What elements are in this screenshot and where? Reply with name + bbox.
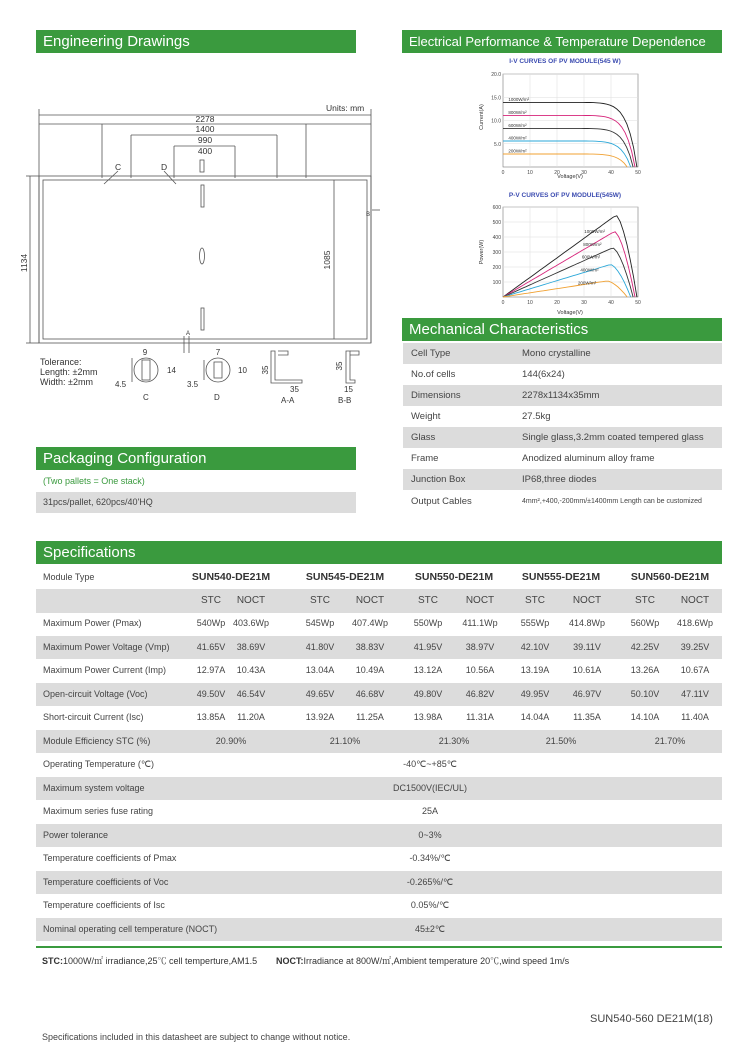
- pv-y-tick: 200: [492, 265, 501, 271]
- model-name: SUN540-DE21M: [191, 571, 271, 583]
- tolerance-length: Length: ±2mm: [40, 367, 98, 377]
- row-label: Operating Temperature (℃): [43, 759, 154, 769]
- footnote-noct: NOCT:Irradiance at 800W/㎡,Ambient temperature 20℃,wind speed 1m/s: [276, 956, 570, 966]
- noct-header: NOCT: [680, 595, 710, 606]
- iv-y-tick: 5.0: [494, 141, 501, 148]
- dim-400: 400: [197, 146, 213, 156]
- detail-bb-height: 35: [335, 361, 344, 371]
- dim-990: 990: [197, 135, 213, 145]
- mech-row-weight: Weight 27.5kg: [411, 411, 551, 422]
- spec-value: 13.98A: [413, 712, 443, 722]
- spec-row-single: [36, 824, 722, 848]
- stc-noct-header-row: [36, 589, 722, 613]
- spec-value: 25A: [421, 806, 438, 816]
- pv-x-label: Voltage(V): [557, 310, 583, 316]
- spec-value: 46.97V: [572, 688, 602, 699]
- mech-row-no-of-cells: No.of cells 144(6x24): [411, 369, 565, 380]
- spec-value: 49.50V: [196, 688, 226, 699]
- noct-header: NOCT: [465, 595, 495, 606]
- tolerance-block: [40, 357, 97, 387]
- spec-value: -0.265%/℃: [406, 876, 454, 887]
- mech-row-junction-box: Junction Box IP68,three diodes: [403, 469, 722, 490]
- spec-value: 11.20A: [237, 712, 265, 722]
- spec-value: 13.04A: [305, 665, 335, 675]
- marker-b: B: [366, 212, 371, 218]
- spec-value: 414.8Wp: [568, 618, 606, 628]
- noct-header: NOCT: [572, 595, 602, 606]
- model-name: SUN555-DE21M: [521, 571, 601, 583]
- spec-value: 13.19A: [520, 665, 550, 675]
- spec-row-single: [36, 871, 722, 895]
- row-label: Maximum system voltage: [43, 782, 145, 793]
- row-label: Power tolerance: [43, 829, 109, 840]
- spec-value: 14.10A: [630, 712, 660, 722]
- spec-value: 407.4Wp: [351, 618, 389, 628]
- spec-value: 47.11V: [681, 688, 709, 699]
- row-label: Temperature coefficients of Voc: [43, 876, 169, 887]
- spec-value: -0.34%/℃: [409, 853, 451, 863]
- spec-value: 10.49A: [355, 665, 385, 675]
- spec-value: 545Wp: [305, 618, 335, 628]
- packaging-configuration-header: Packaging Configuration: [36, 447, 356, 470]
- row-label: Maximum Power Voltage (Vmp): [43, 641, 170, 652]
- spec-row-paired: [36, 636, 722, 660]
- row-label: Module Type: [43, 572, 95, 582]
- spec-value: 39.25V: [680, 641, 710, 652]
- module-type-row: [36, 566, 722, 590]
- specs-bottom-rule: [36, 946, 722, 948]
- spec-value: 11.40A: [681, 712, 709, 722]
- spec-row-single: [36, 918, 722, 942]
- pv-y-tick: 300: [492, 250, 501, 256]
- iv-x-tick: 20: [554, 170, 560, 176]
- detail-d-height: 10: [238, 366, 247, 375]
- spec-value: DC1500V(IEC/UL): [392, 782, 468, 793]
- row-label: Open-circuit Voltage (Voc): [43, 688, 148, 699]
- iv-series-label: 800W/m²: [508, 109, 527, 115]
- dim-1134: 1134: [19, 253, 29, 273]
- pv-series-label: 800W/m²: [583, 241, 602, 247]
- pv-y-tick: 600: [492, 205, 501, 211]
- stc-header: STC: [635, 595, 655, 606]
- detail-d-width: 7: [215, 348, 221, 357]
- pv-x-tick: 0: [501, 300, 505, 306]
- spec-row-paired: [36, 683, 722, 707]
- iv-y-tick: 15.0: [491, 95, 501, 102]
- pv-y-label: Power(W): [479, 239, 485, 265]
- spec-value: -40℃~+85℃: [403, 759, 457, 769]
- disclaimer: Specifications included in this datasheet are subject to change without notice.: [42, 1032, 351, 1042]
- pv-series-label: 1000W/m²: [584, 229, 606, 235]
- mech-row-cell-type: Cell Type Mono crystalline: [403, 343, 722, 364]
- mech-row-output-cables: Output Cables 4mm²,+400,-200mm/±1400mm Length can be customized: [411, 496, 702, 507]
- iv-x-tick: 10: [527, 170, 533, 176]
- pv-x-tick: 30: [581, 300, 587, 306]
- pv-y-tick: 400: [492, 235, 501, 241]
- spec-value: 42.10V: [520, 641, 550, 652]
- engineering-drawings-header: Engineering Drawings: [36, 30, 356, 53]
- spec-value: 411.1Wp: [462, 618, 498, 628]
- spec-row-single: [36, 777, 722, 801]
- tolerance-title: Tolerance:: [40, 357, 82, 367]
- detail-d-label: D: [214, 393, 220, 402]
- spec-value: 49.95V: [520, 688, 550, 699]
- spec-value: 10.43A: [236, 665, 266, 675]
- pv-series-label: 200W/m²: [577, 280, 597, 286]
- spec-value: 45±2℃: [414, 923, 446, 934]
- spec-value: 0.05%/℃: [410, 900, 450, 910]
- model-name: SUN550-DE21M: [414, 571, 494, 583]
- iv-x-tick: 30: [581, 170, 587, 176]
- spec-value: 418.6Wp: [676, 618, 714, 628]
- spec-value: 13.92A: [305, 712, 335, 722]
- row-label: Maximum Power (Pmax): [43, 618, 142, 628]
- iv-x-tick: 40: [608, 170, 614, 176]
- spec-row-paired: [36, 659, 722, 683]
- iv-series-line: [503, 154, 627, 167]
- spec-value: 403.6Wp: [232, 618, 270, 628]
- spec-value: 21.30%: [438, 735, 470, 746]
- row-label: Nominal operating cell temperature (NOCT): [43, 923, 218, 934]
- spec-value: 46.82V: [465, 688, 495, 699]
- spec-value: 39.11V: [573, 641, 601, 652]
- spec-row-single: [36, 800, 722, 824]
- packaging-detail: 31pcs/pallet, 620pcs/40'HQ: [36, 492, 356, 513]
- row-label: Temperature coefficients of Pmax: [43, 853, 177, 863]
- iv-y-label: Current(A): [479, 104, 485, 130]
- row-label: Maximum Power Current (Imp): [43, 665, 167, 675]
- spec-value: 21.50%: [545, 735, 577, 746]
- mech-row-frame: Frame Anodized aluminum alloy frame: [411, 453, 655, 464]
- mechanical-characteristics-header: Mechanical Characteristics: [402, 318, 722, 341]
- spec-value: 560Wp: [630, 618, 660, 628]
- spec-value: 42.25V: [630, 641, 660, 652]
- footnote-stc: STC:1000W/㎡ irradiance,25℃ cell temperture,AM1.5: [42, 956, 258, 966]
- spec-row-paired: [36, 706, 722, 730]
- iv-x-label: Voltage(V): [557, 174, 583, 180]
- iv-y-tick: 20.0: [491, 72, 501, 78]
- spec-value: 11.35A: [573, 712, 601, 722]
- iv-series-label: 600W/m²: [508, 122, 527, 128]
- spec-value: 49.65V: [305, 688, 335, 699]
- detail-aa-height: 35: [261, 365, 270, 375]
- tolerance-width: Width: ±2mm: [40, 377, 93, 387]
- pv-chart-title: P-V CURVES OF PV MODULE(545W): [508, 192, 622, 199]
- mech-row-glass: Glass Single glass,3.2mm coated tempered glass: [403, 427, 722, 448]
- iv-series-label: 1000W/m²: [508, 96, 530, 102]
- spec-value: 38.69V: [236, 641, 266, 652]
- spec-value: 10.61A: [572, 665, 602, 675]
- pv-x-tick: 50: [635, 300, 641, 306]
- detail-c-label: C: [143, 393, 149, 402]
- iv-series-label: 400W/m²: [508, 135, 527, 141]
- spec-row-paired: [36, 612, 722, 636]
- spec-value: 46.54V: [236, 688, 266, 699]
- pv-series-line: [503, 265, 631, 297]
- spec-value: 21.10%: [329, 735, 361, 746]
- marker-c: C: [115, 162, 122, 172]
- iv-series-label: 200W/m²: [508, 148, 527, 154]
- spec-value: 11.31A: [466, 712, 494, 722]
- stc-header: STC: [418, 595, 438, 606]
- spec-value: 50.10V: [630, 688, 660, 699]
- dim-1400: 1400: [195, 124, 215, 134]
- pv-x-tick: 10: [527, 300, 533, 306]
- pv-chart: [470, 187, 650, 317]
- specifications-header: Specifications: [36, 541, 722, 564]
- spec-value: 555Wp: [520, 618, 550, 628]
- iv-y-tick: 10.0: [491, 118, 501, 125]
- pv-series-label: 600W/m²: [581, 254, 601, 260]
- pv-x-tick: 20: [554, 300, 560, 306]
- spec-value: 13.85A: [196, 712, 226, 722]
- dim-2278: 2278: [195, 114, 215, 124]
- spec-value: 540Wp: [196, 618, 226, 628]
- noct-header: NOCT: [355, 595, 385, 606]
- stc-header: STC: [201, 595, 221, 606]
- model-name: SUN560-DE21M: [630, 571, 710, 583]
- stc-header: STC: [525, 595, 545, 606]
- detail-c-offset: 4.5: [115, 380, 127, 389]
- electrical-performance-header: Electrical Performance & Temperature Dependence: [402, 30, 722, 53]
- row-label: Module Efficiency STC (%): [43, 735, 151, 746]
- packaging-note: (Two pallets = One stack): [43, 476, 145, 486]
- iv-chart-title: I-V CURVES OF PV MODULE(545 W): [509, 58, 621, 65]
- detail-bb-width: 15: [344, 385, 353, 394]
- spec-value: 20.90%: [215, 735, 247, 746]
- spec-value: 10.56A: [465, 665, 495, 675]
- detail-bb-label: B-B: [338, 396, 352, 405]
- iv-chart: [470, 52, 650, 184]
- spec-value: 49.80V: [413, 688, 443, 699]
- detail-aa-label: A-A: [281, 396, 295, 405]
- pv-y-tick: 100: [492, 280, 501, 286]
- spec-value: 21.70%: [654, 735, 686, 746]
- spec-row-efficiency: [36, 730, 722, 754]
- spec-value: 46.68V: [355, 688, 385, 699]
- spec-value: 38.83V: [355, 641, 385, 652]
- units-label: Units: mm: [326, 103, 365, 113]
- spec-value: 0~3%: [418, 829, 442, 840]
- iv-x-tick: 50: [635, 170, 641, 176]
- row-label: Maximum series fuse rating: [43, 806, 154, 816]
- stc-header: STC: [310, 595, 330, 606]
- spec-value: 11.25A: [356, 712, 384, 722]
- pv-series-line: [503, 248, 633, 297]
- dim-1085: 1085: [322, 250, 332, 270]
- mech-row-dimensions: Dimensions 2278x1134x35mm: [403, 385, 722, 406]
- spec-row-single: [36, 894, 722, 918]
- model-code: SUN540-560 DE21M(18): [590, 1013, 713, 1025]
- pv-y-tick: 500: [492, 220, 501, 226]
- spec-row-single: [36, 753, 722, 777]
- noct-header: NOCT: [236, 595, 266, 606]
- spec-value: 12.97A: [196, 665, 226, 675]
- detail-c-height: 14: [167, 366, 176, 375]
- detail-aa-width: 35: [290, 385, 299, 394]
- row-label: Temperature coefficients of Isc: [43, 900, 165, 910]
- spec-value: 41.65V: [196, 641, 226, 652]
- iv-x-tick: 0: [501, 170, 505, 176]
- marker-a: A: [186, 331, 191, 337]
- spec-row-single: [36, 847, 722, 871]
- model-name: SUN545-DE21M: [305, 571, 385, 583]
- spec-value: 41.80V: [305, 641, 335, 652]
- spec-value: 13.12A: [413, 665, 443, 675]
- spec-value: 14.04A: [520, 712, 550, 722]
- pv-series-label: 400W/m²: [580, 267, 599, 273]
- row-label: Short-circuit Current (Isc): [43, 712, 144, 722]
- marker-d: D: [161, 162, 168, 172]
- spec-value: 38.97V: [465, 641, 495, 652]
- spec-value: 550Wp: [413, 618, 443, 628]
- spec-value: 10.67A: [680, 665, 710, 675]
- spec-value: 41.95V: [413, 641, 443, 652]
- spec-value: 13.26A: [630, 665, 660, 675]
- detail-d-offset: 3.5: [187, 380, 199, 389]
- detail-c-width: 9: [142, 348, 148, 357]
- pv-x-tick: 40: [608, 300, 614, 306]
